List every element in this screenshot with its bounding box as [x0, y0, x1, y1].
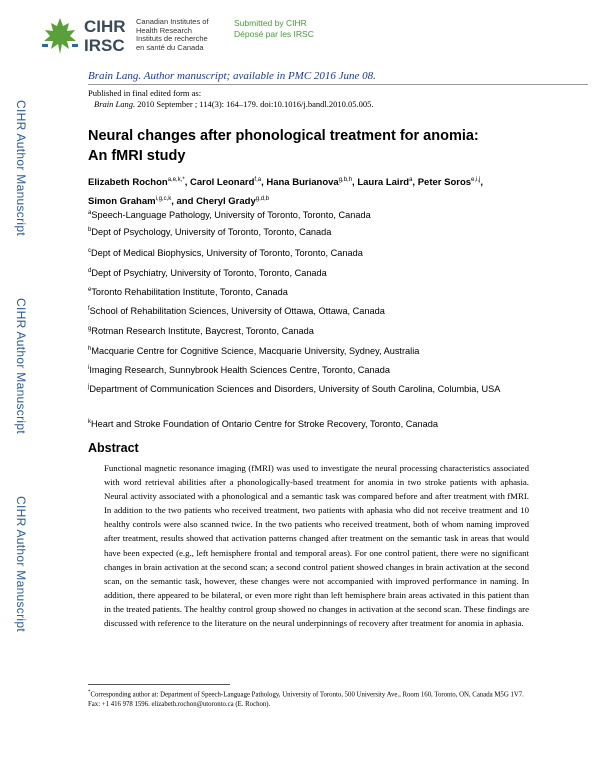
affiliation: $^c$Dept of Medical Biophysics, University of Toronto, Toronto, Canada — [88, 248, 363, 259]
author: Peter Soros$^{e,i,j}$, — [417, 177, 484, 189]
author: Carol Leonard$^{f,a}$, — [190, 177, 267, 189]
citation — [94, 99, 373, 110]
banner-journal[interactable]: Brain Lang. — [88, 70, 142, 82]
submitted-by — [234, 18, 314, 40]
published-line: Published in final edited form as: — [88, 88, 202, 98]
cihr-leaf-logo-icon — [38, 14, 82, 58]
manuscript-banner — [88, 70, 588, 82]
org-name-en-2: Health Research — [136, 25, 192, 35]
sidebar-watermark-3: CIHR Author Manuscript — [14, 496, 28, 632]
logo-text-irsc: IRSC — [84, 36, 125, 55]
affiliation: $^k$Heart and Stroke Foundation of Ontario Centre for Stroke Recovery, Toronto, Canada — [88, 419, 438, 430]
affiliation: $^i$Imaging Research, Sunnybrook Health Sciences Centre, Toronto, Canada — [88, 365, 390, 376]
citation-details: 2010 September ; 114(3): 164–179. doi:10.1016/j.bandl.2010.05.005. — [135, 99, 374, 109]
author: Hana Burianova$^{g,b,h}$, — [266, 177, 358, 189]
affiliation: $^g$Rotman Research Institute, Baycrest, Toronto, Canada — [88, 326, 314, 337]
banner-text: Author manuscript; available in PMC 2016 June 08. — [141, 70, 376, 82]
author: Elizabeth Rochon$^{a,e,k,*}$, — [88, 177, 190, 189]
affiliation: $^h$Macquarie Centre for Cognitive Science, Macquarie University, Sydney, Australia — [88, 346, 420, 357]
author-list — [88, 172, 588, 210]
affiliation: $^d$Dept of Psychiatry, University of Toronto, Toronto, Canada — [88, 268, 327, 279]
org-name-en-1: Canadian Institutes of — [136, 17, 209, 26]
org-name-fr-1: Instituts de recherche — [136, 34, 208, 44]
affiliation: $^e$Toronto Rehabilitation Institute, Toronto, Canada — [88, 287, 288, 298]
banner-rule — [88, 84, 588, 85]
abstract-heading: Abstract — [88, 441, 139, 455]
affiliation: $^j$Department of Communication Sciences and Disorders, University of South Carolina, Columbia, USA — [88, 384, 501, 395]
author: Laura Laird$^a$, — [357, 177, 418, 189]
corresponding-author-footnote: *Corresponding author at: Department of Speech-Language Pathology, University of Toronto, 500 University Ave., Room 160, Toronto, ON, Canada M5G 1V7. Fax: +1 416 978 1596. elizabeth.rochon@utoronto.ca (E. Rochon). — [88, 690, 524, 709]
affiliation: $^a$Speech-Language Pathology, University of Toronto, Toronto, Canada — [88, 210, 371, 221]
submitted-fr: Déposé par les IRSC — [234, 29, 314, 39]
affiliation: $^b$Dept of Psychology, University of Toronto, Toronto, Canada — [88, 227, 332, 238]
org-name-fr-2: en santé du Canada — [136, 42, 204, 52]
author: Cheryl Grady$^{g,d,b}$ — [196, 196, 270, 208]
abstract-text: Functional magnetic resonance imaging (fMRI) was used to investigate the neural processing characteristics associated with word retrieval abilities after a phonologically-based treatment for anomia in two stroke patients with aphasia. Neural activity associated with a phonological and a semantic task was compared before and after treatment with fMRI. In addition to the two patients who received treatment, two patients with aphasia who did not receive treatment and 10 healthy controls were also scanned twice. In the two patients who received treatment, both of whom naming improved after treatment, results showed that activation patterns changed after treatment on the semantic task in areas that would have been expected (e.g., left hemisphere frontal and temporal areas). For one control patient, there were no significant changes in brain activation at the second scan; a second control patient showed changes in brain activation at the second scan, on the semantic task, however, these changes were not accompanied with improved performance in naming. In addition, there appeared to be bilateral, or even more right than left hemisphere brain areas activated in this patient than in the treated patients. The healthy control group showed no changes in activation at the second scan. These findings are discussed with reference to the literature on the neural underpinnings of recovery after treatment for anomia in aphasia. — [104, 463, 529, 629]
affiliation: $^f$School of Rehabilitation Sciences, University of Ottawa, Ottawa, Canada — [88, 306, 385, 317]
footnote-rule — [88, 684, 230, 685]
org-name — [136, 18, 236, 52]
header — [38, 10, 578, 70]
paper-title: Neural changes after phonological treatment for anomia: An fMRI study — [88, 128, 479, 164]
submitted-en: Submitted by CIHR — [234, 18, 307, 28]
citation-journal: Brain Lang. — [94, 99, 136, 109]
sidebar-watermark-1: CIHR Author Manuscript — [14, 100, 28, 236]
author: Simon Graham$^{i,g,c,k}$, and — [88, 196, 197, 208]
sidebar-watermark-2: CIHR Author Manuscript — [14, 298, 28, 434]
logo-text-cihr: CIHR — [84, 17, 126, 36]
